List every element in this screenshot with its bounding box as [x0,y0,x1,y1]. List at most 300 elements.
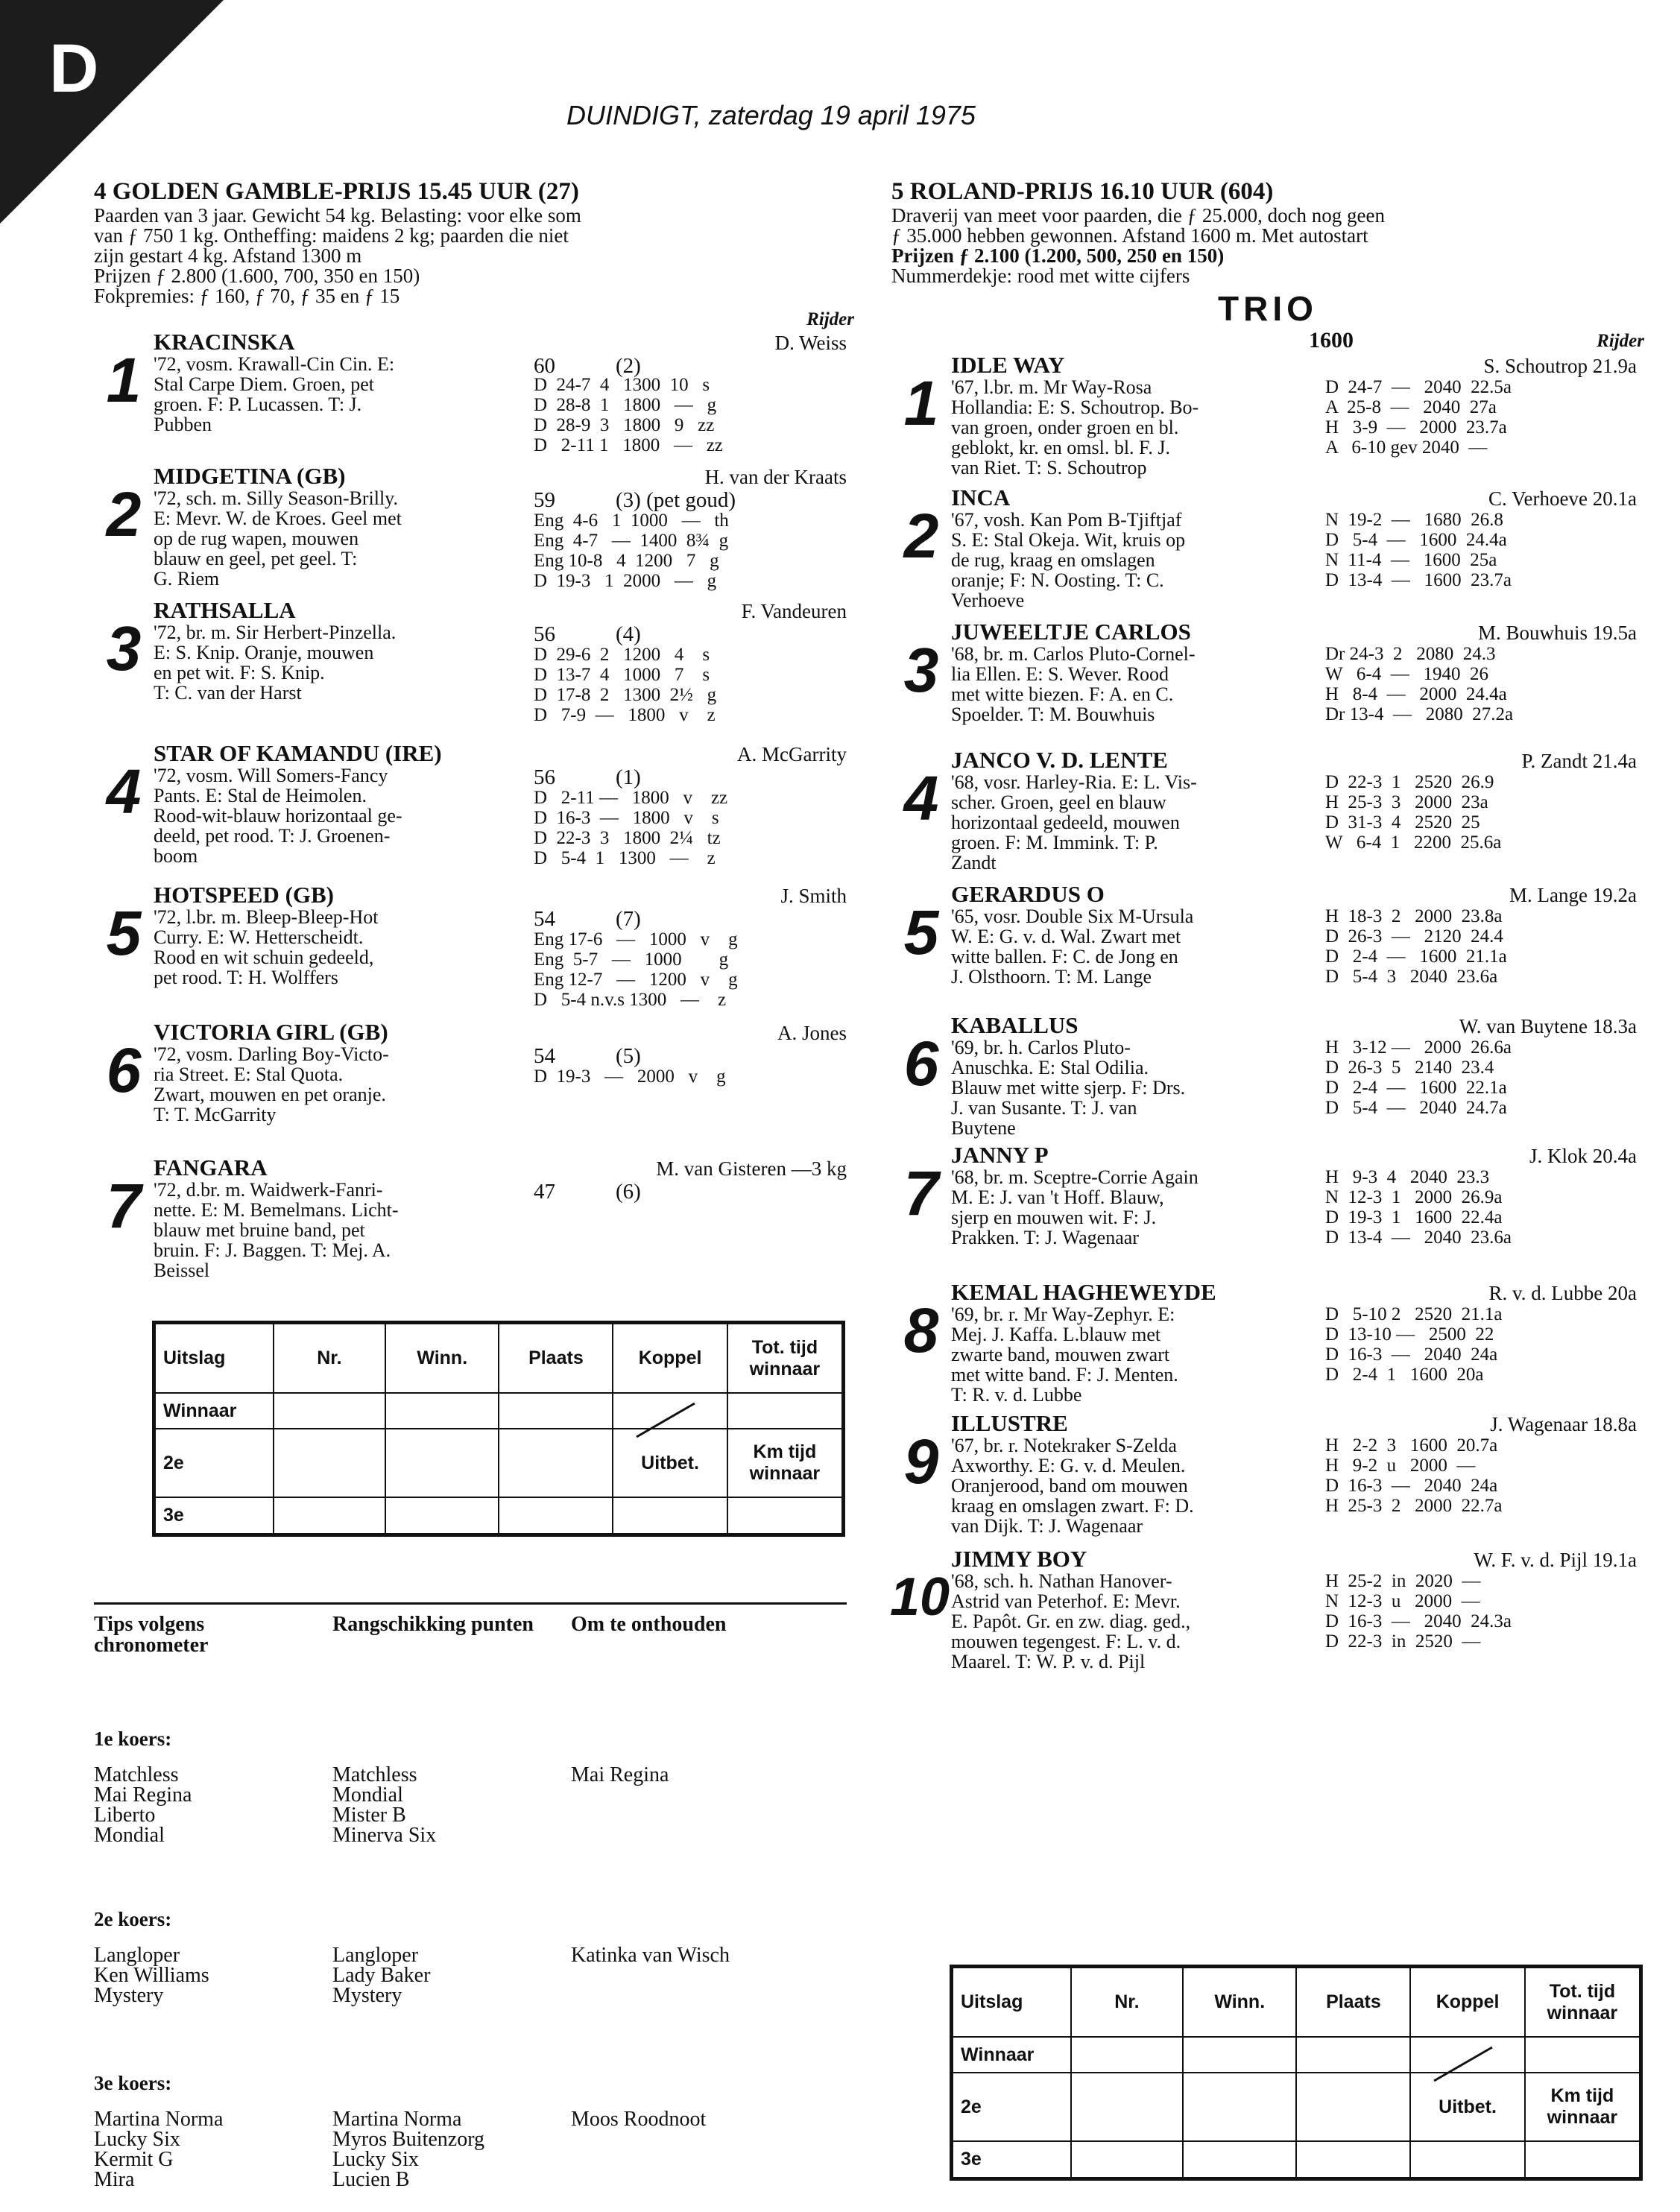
horse-entry [891,1280,1644,1413]
condition-line: Nummerdekje: rood met witte cijfers [891,265,1190,287]
condition-line: Paarden van 3 jaar. Gewicht 54 kg. Belasting: voor elke som [94,204,581,227]
tip-horse: Mystery [94,1984,164,2007]
form-line: D 19-3 1 2000 — g [534,571,717,591]
table-cell [1296,2073,1410,2141]
description-line: bruin. F: J. Baggen. T: Mej. A. [154,1239,391,1261]
form-line: Dr 24-3 2 2080 24.3 [1325,644,1496,664]
table-cell [1525,2141,1641,2178]
tip-horse: Mai Regina [94,1783,192,1807]
horse-name: KRACINSKA [154,329,295,355]
description-line: '67, l.br. m. Mr Way-Rosa [951,376,1152,398]
description-line: Axworthy. E: G. v. d. Meulen. [951,1455,1186,1476]
entry-body [951,1546,1644,1672]
form-line: D 26-3 5 2140 23.4 [1325,1058,1494,1078]
table-cell [1525,2037,1641,2073]
table-header: Plaats [1296,1967,1410,2038]
horse-name: JUWEELTJE CARLOS [951,619,1191,645]
post-number: 10 [889,1567,950,1627]
horse-description [951,1037,1339,1138]
tip-horse: Lucien B [332,2168,410,2191]
form-line: Eng 12-7 — 1200 v g [534,970,738,990]
section-letter: D [49,31,99,107]
entry-body [154,1154,854,1281]
race-4-column [94,177,854,1281]
horse-description [154,622,541,703]
horse-entry [891,353,1644,486]
post-number: 5 [106,898,142,968]
description-line: J. van Susante. T: J. van [951,1097,1137,1119]
table-row [154,1497,844,1535]
table-header-row [952,1967,1641,2038]
uitbet-label: Uitbet. [1410,2073,1525,2141]
post-number: 3 [106,613,142,683]
horse-description [951,772,1339,873]
race-4-conditions [94,206,854,306]
entry-body [951,484,1644,611]
table-cell [274,1497,385,1535]
form-line: D 5-4 — 1600 24.4a [1325,530,1507,550]
horse-entry [94,883,854,1017]
form-line: D 19-3 1 1600 22.4a [1325,1207,1503,1227]
form-line: D 13-7 4 1000 7 s [534,665,710,685]
horse-description [154,765,541,866]
entry-body [951,1012,1644,1139]
condition-line: van ƒ 750 1 kg. Ontheffing: maidens 2 kg; paarden die niet [94,224,569,247]
form-line: H 18-3 2 2000 23.8a [1325,906,1503,926]
post-number: 6 [106,1035,142,1105]
horse-name: FANGARA [154,1154,268,1181]
form-line: D 17-8 2 1300 2½ g [534,685,717,705]
horse-entry [891,1143,1644,1276]
form-line: D 29-6 2 1200 4 s [534,645,710,665]
form-line: D 19-3 — 2000 v g [534,1066,726,1087]
form-line: D 16-3 — 2040 24.3a [1325,1611,1512,1631]
table-row [952,2073,1641,2141]
table-cell [499,1497,613,1535]
horse-entry [891,1412,1644,1544]
form-lines [534,788,727,868]
description-line: S. E: Stal Okeja. Wit, kruis op [951,529,1186,551]
weight: 54 [534,1044,555,1068]
rider-name: J. Smith [780,885,847,907]
row-label: 2e [154,1429,274,1497]
description-line: T: T. McGarrity [154,1104,277,1125]
description-line: pet rood. T: H. Wolffers [154,967,338,988]
table-cell [274,1393,385,1429]
rider-name: S. Schoutrop 21.9a [1483,355,1637,377]
description-line: M. E: J. van 't Hoff. Blauw, [951,1186,1164,1208]
description-line: '68, vosr. Harley-Ria. E: L. Vis- [951,771,1197,793]
description-line: geblokt, kr. en omsl. bl. F. J. [951,437,1171,458]
entry-body [154,882,854,1010]
post-number: 8 [903,1295,939,1365]
row-label: Winnaar [154,1393,274,1429]
description-line: lia Ellen. E: S. Wever. Rood [951,663,1169,685]
draw-position: (3) (pet goud) [616,488,736,512]
form-line: N 12-3 1 2000 26.9a [1325,1187,1503,1207]
description-line: op de rug wapen, mouwen [154,528,359,549]
horse-entry [891,620,1644,753]
horse-name: RATHSALLA [154,597,296,623]
draw-position: (6) [616,1180,641,1204]
form-line: D 31-3 4 2520 25 [1325,812,1480,832]
description-line: '68, sch. h. Nathan Hanover- [951,1570,1172,1592]
tip-horse: Liberto [94,1804,156,1827]
form-line: D 2-11 — 1800 v zz [534,788,728,808]
tip-horse: Mira [94,2168,135,2191]
table-cell [1071,2141,1183,2178]
form-line: D 13-4 — 1600 23.7a [1325,570,1512,590]
draw-position: (1) [616,765,641,789]
horse-entry [891,748,1644,881]
condition-line: Prijzen ƒ 2.800 (1.600, 700, 350 en 150) [94,265,420,287]
form-lines [1325,377,1512,458]
form-line: Eng 5-7 — 1000 g [534,949,729,970]
horse-name: ILLUSTRE [951,1410,1068,1436]
table-header: Winn. [385,1323,499,1394]
table-cell [1296,2037,1410,2073]
table-header: Plaats [499,1323,613,1394]
form-line: D 24-7 4 1300 10 s [534,375,710,395]
horse-description [951,510,1339,610]
table-cell [727,1497,844,1535]
tip-horse: Mondial [332,1783,403,1807]
form-lines [534,929,738,1010]
weight: 47 [534,1180,555,1204]
horse-description [951,1167,1339,1248]
rider-name: H. van der Kraats [704,466,847,488]
form-line: D 26-3 — 2120 24.4 [1325,926,1503,947]
form-line: D 2-4 — 1600 22.1a [1325,1078,1507,1098]
race-5-title: 5 ROLAND-PRIJS 16.10 UUR (604) [891,178,1274,205]
table-cell [499,1393,613,1429]
row-label: 3e [952,2141,1071,2178]
horse-entry [94,1156,854,1290]
horse-name: STAR OF KAMANDU (IRE) [154,740,442,766]
description-line: Beissel [154,1260,210,1281]
post-number: 4 [903,763,939,833]
description-line: nette. E: M. Bemelmans. Licht- [154,1199,399,1221]
description-line: mouwen tegengest. F: L. v. d. [951,1631,1181,1652]
form-line: N 11-4 — 1600 25a [1325,550,1497,570]
description-line: Zwart, mouwen en pet oranje. [154,1084,386,1105]
tip-horse: Mister B [332,1804,406,1827]
post-number: 1 [903,368,939,438]
weight: 60 [534,354,555,378]
entry-body [951,881,1644,987]
form-line: D 5-4 n.v.s 1300 — z [534,990,727,1010]
description-line: E: S. Knip. Oranje, mouwen [154,642,374,663]
form-line: D 5-4 — 2040 24.7a [1325,1098,1507,1118]
rider-name: F. Vandeuren [741,600,847,622]
description-line: '65, vosr. Double Six M-Ursula [951,906,1194,927]
table-cell [1410,2037,1525,2073]
draw-position: (5) [616,1044,641,1068]
form-line: D 28-8 1 1800 — g [534,395,717,415]
form-lines [1325,1167,1512,1248]
uitbet-label: Uitbet. [613,1429,727,1497]
rider-name: M. van Gisteren —3 kg [656,1157,847,1180]
tip-horse: Martina Norma [332,2108,462,2131]
table-cell [1071,2037,1183,2073]
description-line: '72, vosm. Will Somers-Fancy [154,765,388,786]
table-cell [1183,2037,1296,2073]
description-line: Stal Carpe Diem. Groen, pet [154,373,375,395]
weight: 59 [534,488,555,512]
form-line: Eng 17-6 — 1000 v g [534,929,738,949]
description-line: van groen, onder groen en bl. [951,417,1179,438]
table-cell [1183,2141,1296,2178]
page-header: DUINDIGT, zaterdag 19 april 1975 [566,100,976,130]
description-line: Mej. J. Kaffa. L.blauw met [951,1324,1161,1345]
rider-name: M. Bouwhuis 19.5a [1477,622,1637,644]
form-lines [534,1066,726,1087]
description-line: Verhoeve [951,590,1025,611]
horse-description [154,1180,541,1280]
distance-row [891,328,1644,353]
form-line: D 22-3 3 1800 2¼ tz [534,828,721,848]
rider-name: R. v. d. Lubbe 20a [1488,1282,1637,1304]
form-lines [1325,772,1501,853]
form-line: H 3-9 — 2000 23.7a [1325,417,1507,437]
table-header: Tot. tijd winnaar [727,1323,844,1394]
post-number: 5 [903,897,939,967]
horse-entry [94,330,854,464]
tips-rule [94,1602,847,1605]
post-number: 6 [903,1028,939,1099]
description-line: Rood en wit schuin gedeeld, [154,947,374,968]
race-label: 3e koers: [94,2072,172,2094]
table-cell [1183,2073,1296,2141]
entry-body [154,740,854,868]
form-line: H 25-3 3 2000 23a [1325,792,1488,812]
description-line: W. E: G. v. d. Wal. Zwart met [951,926,1181,947]
form-line: H 9-2 u 2000 — [1325,1456,1476,1476]
description-line: oranje; F: N. Oosting. T: C. [951,569,1164,591]
table-cell [385,1393,499,1429]
description-line: boom [154,845,198,867]
description-line: Hollandia: E: S. Schoutrop. Bo- [951,396,1199,418]
rider-name: D. Weiss [774,332,847,354]
description-line: '67, br. r. Notekraker S-Zelda [951,1435,1177,1456]
row-label: 2e [952,2073,1071,2141]
form-lines [1325,1037,1512,1118]
horse-name: HOTSPEED (GB) [154,882,335,908]
rider-name: W. F. v. d. Pijl 19.1a [1474,1549,1637,1571]
horse-name: MIDGETINA (GB) [154,463,346,489]
table-header-row [154,1323,844,1394]
description-line: deeld, pet rood. T: J. Groenen- [154,825,391,847]
table-cell [499,1429,613,1497]
horse-name: GERARDUS O [951,881,1105,907]
horse-entry [94,464,854,598]
rider-name: J. Wagenaar 18.8a [1490,1413,1637,1435]
form-line: H 25-2 in 2020 — [1325,1571,1481,1591]
table-row [952,2037,1641,2073]
description-line: sjerp en mouwen wit. F: J. [951,1207,1157,1228]
tip-horse: Mai Regina [571,1763,669,1786]
form-line: D 13-4 — 2040 23.6a [1325,1227,1512,1248]
form-line: D 5-10 2 2520 21.1a [1325,1304,1503,1324]
description-line: Pubben [154,414,212,435]
form-line: H 25-3 2 2000 22.7a [1325,1496,1503,1516]
draw-position: (7) [616,907,641,931]
rider-name: A. Jones [777,1022,847,1044]
description-line: '72, br. m. Sir Herbert-Pinzella. [154,622,397,643]
weight: 56 [534,622,555,646]
race-label: 2e koers: [94,1908,172,1930]
post-number: 4 [106,756,142,827]
form-line: H 9-3 4 2040 23.3 [1325,1167,1490,1187]
description-line: Pants. E: Stal de Heimolen. [154,785,367,806]
race-label: 1e koers: [94,1728,172,1750]
form-line: H 3-12 — 2000 26.6a [1325,1037,1512,1058]
description-line: met witte band. F: J. Menten. [951,1364,1178,1385]
form-lines [1325,906,1507,987]
form-line: D 22-3 in 2520 — [1325,1631,1481,1652]
form-line: D 28-9 3 1800 9 zz [534,415,715,435]
horse-description [154,907,541,987]
condition-line: ƒ 35.000 hebben gewonnen. Afstand 1600 m. Met autostart [891,224,1368,247]
horse-entry [94,598,854,733]
entry-body [951,747,1644,873]
horse-name: JANCO V. D. LENTE [951,747,1168,773]
form-line: D 16-3 — 2040 24a [1325,1344,1498,1365]
horse-entry [94,1020,854,1154]
trio-heading: TRIO [1218,289,1318,328]
km-tijd-label: Km tijd winnaar [727,1429,844,1497]
race-5-conditions [891,206,1644,286]
row-label: Winnaar [952,2037,1071,2073]
table-cell [613,1393,727,1429]
description-line: E: Mevr. W. de Kroes. Geel met [154,508,402,529]
tip-horse: Minerva Six [332,1824,437,1847]
table-header: Nr. [1071,1967,1183,2038]
table-header: Koppel [1410,1967,1525,2038]
horse-entry [891,1547,1644,1680]
condition-line: Draverij van meet voor paarden, die ƒ 25.000, doch nog geen [891,204,1386,227]
form-line: D 5-4 3 2040 23.6a [1325,967,1498,987]
horse-entry [891,486,1644,619]
description-line: Spoelder. T: M. Bouwhuis [951,704,1155,725]
description-line: Prakken. T: J. Wagenaar [951,1227,1139,1248]
post-number: 9 [903,1426,939,1497]
rijder-header: Rijder [806,309,854,329]
tip-horse: Kermit G [94,2148,174,2171]
rider-name: P. Zandt 21.4a [1521,750,1637,772]
description-line: '72, vosm. Darling Boy-Victo- [154,1043,389,1065]
tip-horse: Langloper [332,1944,419,1967]
entry-body [951,1410,1644,1537]
form-line: Eng 4-7 — 1400 8¾ g [534,531,729,551]
entry-body [154,329,854,455]
km-tijd-label: Km tijd winnaar [1525,2073,1641,2141]
tip-horse: Moos Roodnoot [571,2108,707,2131]
description-line: '67, vosh. Kan Pom B-Tjiftjaf [951,509,1182,531]
horse-name: KABALLUS [951,1012,1079,1038]
form-line: D 2-4 — 1600 21.1a [1325,947,1507,967]
entry-body [154,1019,854,1125]
description-line: groen. F: M. Immink. T: P. [951,832,1158,853]
form-line: D 2-11 1 1800 — zz [534,435,723,455]
horse-description [951,377,1339,478]
description-line: T: C. van der Harst [154,682,302,704]
horse-name: IDLE WAY [951,352,1065,378]
rijder-header-right: Rijder [1597,331,1644,351]
entry-body [951,352,1644,478]
description-line: '68, br. m. Carlos Pluto-Cornel- [951,643,1196,665]
description-line: '72, l.br. m. Bleep-Bleep-Hot [154,906,379,928]
horse-description [154,1044,541,1125]
description-line: T: R. v. d. Lubbe [951,1384,1082,1406]
form-lines [534,375,723,455]
form-line: Dr 13-4 — 2080 27.2a [1325,704,1514,724]
horse-description [154,354,541,434]
rider-name: A. McGarrity [737,743,847,765]
description-line: Zandt [951,852,997,873]
form-line: H 8-4 — 2000 24.4a [1325,684,1507,704]
table-header: Uitslag [154,1323,274,1394]
horse-entry [891,1014,1644,1146]
form-line: D 2-4 1 1600 20a [1325,1365,1484,1385]
form-line: D 24-7 — 2040 22.5a [1325,377,1512,397]
description-line: Rood-wit-blauw horizontaal ge- [154,805,402,827]
post-number: 2 [106,479,142,549]
horse-name: KEMAL HAGHEWEYDE [951,1279,1216,1305]
post-number: 7 [106,1171,142,1241]
entry-body [154,597,854,725]
form-line: D 16-3 — 2040 24a [1325,1476,1498,1496]
table-header: Koppel [613,1323,727,1394]
description-line: E. Papôt. Gr. en zw. diag. ged., [951,1611,1191,1632]
description-line: '72, vosm. Krawall-Cin Cin. E: [154,353,395,375]
description-line: Buytene [951,1117,1016,1139]
tip-horse: Martina Norma [94,2108,224,2131]
horse-entry [94,742,854,876]
form-lines [1325,1435,1502,1516]
rider-name: J. Klok 20.4a [1529,1145,1637,1167]
horse-name: VICTORIA GIRL (GB) [154,1019,388,1045]
description-line: Oranjerood, band om mouwen [951,1475,1188,1497]
description-line: blauw met bruine band, pet [154,1219,365,1241]
tip-horse: Lady Baker [332,1964,431,1987]
description-line: kraag en omslagen zwart. F: D. [951,1495,1194,1517]
form-line: W 6-4 1 2200 25.6a [1325,832,1502,853]
table-cell [274,1429,385,1497]
form-line: D 22-3 1 2520 26.9 [1325,772,1494,792]
table-cell [613,1497,727,1535]
description-line: '69, br. h. Carlos Pluto- [951,1037,1131,1058]
table-header: Nr. [274,1323,385,1394]
horse-description [951,644,1339,724]
description-line: '72, sch. m. Silly Season-Brilly. [154,487,398,509]
horse-description [951,1435,1339,1536]
tip-horse: Lucky Six [94,2128,180,2151]
tip-horse: Matchless [94,1763,179,1786]
description-line: met witte biezen. F: A. en C. [951,683,1174,705]
rider-name: M. Lange 19.2a [1509,884,1637,906]
table-header: Tot. tijd winnaar [1525,1967,1641,2038]
table-header: Winn. [1183,1967,1296,2038]
description-line: zwarte band, mouwen zwart [951,1344,1170,1365]
horse-description [951,1571,1339,1672]
form-line: W 6-4 — 1940 26 [1325,664,1488,684]
entry-body [951,1142,1644,1248]
result-table-race-4 [152,1321,845,1537]
form-lines [1325,1571,1512,1652]
form-line: N 12-3 u 2000 — [1325,1591,1480,1611]
description-line: van Riet. T: S. Schoutrop [951,457,1147,478]
